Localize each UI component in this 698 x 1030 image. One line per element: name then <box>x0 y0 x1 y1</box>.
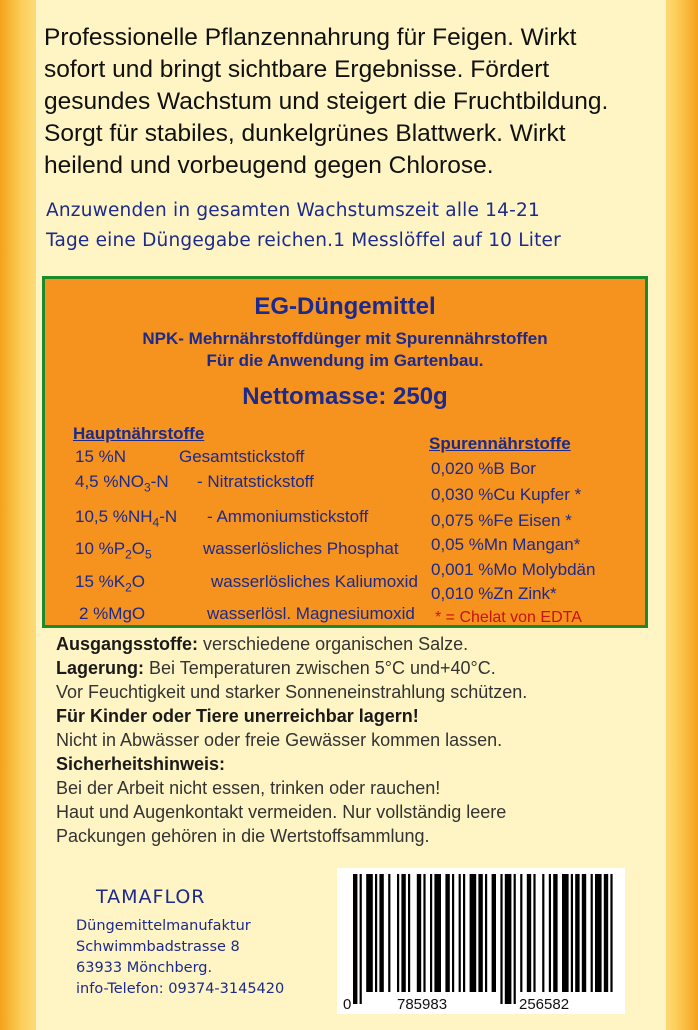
barcode-bar <box>582 874 586 992</box>
barcode-bar <box>542 874 544 992</box>
nutrient-desc: - Ammoniumstickstoff <box>207 507 369 526</box>
nutrient-desc: wasserlösliches Phosphat <box>203 539 399 558</box>
usage-instructions <box>46 196 656 256</box>
barcode-bar <box>445 874 449 992</box>
nutrient-row <box>79 604 415 624</box>
label-subtitle: NPK- Mehrnährstoffdünger mit Spurennährstoffen <box>142 329 548 348</box>
barcode-bar <box>459 874 461 992</box>
barcode-digit: 0 <box>343 996 352 1013</box>
nutrient-row <box>75 447 305 467</box>
company-name: TAMAFLOR <box>96 886 206 908</box>
nutrient-amount: 10,5 % <box>75 507 128 526</box>
barcode <box>337 868 625 1014</box>
nutrient-amount: 2 % <box>79 604 109 623</box>
barcode-bar <box>562 874 569 992</box>
barcode-bar <box>388 874 390 992</box>
barcode-bar <box>360 874 362 1004</box>
fertilizer-label-box <box>42 276 648 628</box>
safety-heading <box>56 752 676 776</box>
trace-row: 0,020 %B Bor <box>431 459 536 478</box>
product-description <box>44 22 674 182</box>
safety-info <box>56 632 676 848</box>
barcode-bar <box>375 874 377 992</box>
info-label: Ausgangsstoffe: <box>56 634 199 654</box>
label-title: EG-Düngemittel <box>254 293 436 320</box>
barcode-digit-group: 785983 <box>397 996 448 1013</box>
info-label: Für Kinder oder Tiere unerreichbar lagern! <box>56 706 419 726</box>
company-line: 63933 Mönchberg. <box>76 960 213 976</box>
trace-row: 0,030 %Cu Kupfer * <box>431 485 582 504</box>
nutrient-formula: MgO <box>108 604 146 623</box>
barcode-bar <box>553 874 557 992</box>
barcode-bar <box>549 874 551 992</box>
barcode-bar <box>591 874 593 992</box>
barcode-bar <box>520 874 522 992</box>
safety-line: Haut und Augenkontakt vermeiden. Nur vollständig leere <box>56 802 507 822</box>
nutrient-desc: wasserlösl. Magnesiumoxid <box>207 604 415 623</box>
barcode-bar <box>575 874 579 992</box>
barcode-bar <box>527 874 531 992</box>
nutrient-formula: N <box>113 447 127 466</box>
trace-row: 0,075 %Fe Eisen * <box>431 511 572 530</box>
barcode-bar <box>401 874 405 992</box>
info-text: verschiedene organischen Salze. <box>198 634 469 654</box>
barcode-bar <box>463 874 465 992</box>
barcode-bar <box>604 874 608 992</box>
barcode-bar <box>366 874 373 992</box>
safety-line: Bei der Arbeit nicht essen, trinken oder rauchen! <box>56 778 441 798</box>
nutrient-row <box>75 472 314 495</box>
description-line: Professionelle Pflanzennahrung für Feigen. Wirkt <box>44 24 577 51</box>
barcode-bar <box>408 874 410 992</box>
barcode-bar <box>595 874 602 992</box>
nutrient-amount: 15 % <box>75 572 114 591</box>
barcode-bar <box>485 874 487 992</box>
nutrient-desc: - Nitratstickstoff <box>197 472 314 491</box>
label-subtitle: Für die Anwendung im Gartenbau. <box>206 351 484 370</box>
info-label: Lagerung: <box>56 658 144 678</box>
nutrient-formula: $P_2O_5$ <box>113 539 152 562</box>
description-line: gesundes Wachstum und steigert die Fruchtbildung. <box>44 88 609 115</box>
description-line: Sorgt für stabiles, dunkelgrünes Blattwerk. Wirkt <box>44 120 566 147</box>
trace-row: 0,010 %Zn Zink* <box>431 584 557 603</box>
barcode-bar <box>470 874 477 992</box>
nutrient-row <box>75 507 369 530</box>
usage-line: Tage eine Düngegabe reichen.1 Messlöffel auf 10 Liter <box>46 230 561 251</box>
barcode-digit-group: 256582 <box>519 996 570 1013</box>
description-line: sofort und bringt sichtbare Ergebnisse. Fördert <box>44 56 550 83</box>
nutrient-formula: $K_2O$ <box>113 572 146 595</box>
barcode-bar <box>610 874 612 992</box>
company-line: Düngemittelmanufaktur <box>76 918 251 934</box>
nutrient-row <box>75 572 418 595</box>
children-warning <box>56 704 676 728</box>
company-address <box>76 886 284 1000</box>
usage-line: Anzuwenden in gesamten Wachstumszeit alle 14-21 <box>46 200 540 221</box>
nutrient-row <box>75 539 399 562</box>
barcode-bar <box>514 874 516 1004</box>
info-label: Sicherheitshinweis: <box>56 754 226 774</box>
barcode-bars <box>337 868 625 1014</box>
chelat-note: * = Chelat von EDTA <box>435 609 582 626</box>
barcode-bar <box>430 874 432 992</box>
nutrient-amount: 15 % <box>75 447 114 466</box>
raw-materials <box>56 632 676 656</box>
barcode-bar <box>571 874 573 992</box>
barcode-bar <box>505 874 512 1004</box>
description-line: heilend und vorbeugend gegen Chlorose. <box>44 152 494 179</box>
company-line: Schwimmbadstrasse 8 <box>76 939 240 955</box>
nutrient-desc: wasserlösliches Kaliumoxid <box>211 572 418 591</box>
barcode-bar <box>423 874 425 992</box>
nutrient-amount: 4,5 % <box>75 472 119 491</box>
trace-row: 0,05 %Mn Mangan* <box>431 535 581 554</box>
safety-line: Packungen gehören in die Wertstoffsammlung. <box>56 826 430 846</box>
storage <box>56 656 676 680</box>
barcode-bar <box>434 874 441 992</box>
company-phone: info-Telefon: 09374-3145420 <box>76 981 285 997</box>
barcode-bar <box>417 874 421 992</box>
barcode-bar <box>478 874 482 992</box>
barcode-bar <box>500 874 502 1004</box>
nutrient-formula: $NO_3-N$ <box>118 472 169 495</box>
info-text: Bei Temperaturen zwischen 5°C und+40°C. <box>144 658 496 678</box>
barcode-bar <box>379 874 383 992</box>
main-nutrients-heading: Hauptnährstoffe <box>73 424 205 443</box>
nutrient-formula: $NH_4-N$ <box>127 507 178 530</box>
barcode-bar <box>397 874 399 992</box>
nutrient-desc: Gesamtstickstoff <box>179 447 305 466</box>
barcode-bar <box>353 874 357 1004</box>
water-warning: Nicht in Abwässer oder freie Gewässer kommen lassen. <box>56 730 503 750</box>
barcode-bar <box>452 874 454 992</box>
net-mass: Nettomasse: 250g <box>242 383 448 410</box>
barcode-bar <box>492 874 496 992</box>
trace-nutrients-heading: Spurennährstoffe <box>429 434 571 453</box>
storage-note: Vor Feuchtigkeit und starker Sonneneinstrahlung schützen. <box>56 682 528 702</box>
barcode-bar <box>533 874 535 992</box>
nutrient-amount: 10 % <box>75 539 114 558</box>
trace-row: 0,001 %Mo Molybdän <box>431 560 596 579</box>
